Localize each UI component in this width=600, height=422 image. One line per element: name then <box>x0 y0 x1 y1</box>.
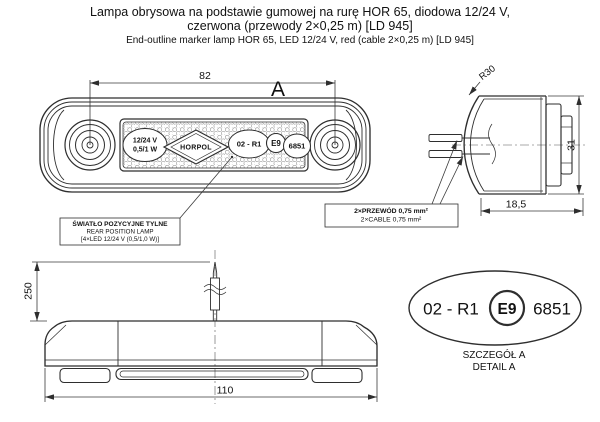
title-line-2-pl: czerwona (przewody 2×0,25 m) [LD 945] <box>187 19 413 34</box>
lens-bar <box>116 369 308 380</box>
cable-top <box>429 135 462 142</box>
side-view <box>325 63 586 227</box>
dim-82-label: 82 <box>199 70 211 82</box>
dim-r30-leader <box>469 82 480 95</box>
lens-bar-inner <box>120 371 304 377</box>
callout-line-1: ŚWIATŁO POZYCYJNE TYLNE <box>72 221 168 228</box>
rubber-layer-arc <box>54 110 65 180</box>
foot-left <box>60 369 110 383</box>
title-line-1-pl: Lampa obrysowa na podstawie gumowej na rurę HOR 65, diodowa 12/24 V, <box>90 5 510 19</box>
callout-line-2: REAR POSITION LAMP <box>86 228 154 236</box>
cable-callout-line-2: 2×CABLE 0,75 mm² <box>360 216 422 224</box>
marking-power: 0,5/1 W <box>132 146 158 154</box>
title-line-3-en: End-outline marker lamp HOR 65, LED 12/24 V, red (cable 2×0,25 m) [LD 945] <box>126 34 474 46</box>
front-view <box>40 70 370 245</box>
cable-callout <box>325 204 458 227</box>
detail-e-mark: E9 <box>497 301 517 318</box>
marking-voltage: 12/24 V <box>132 137 158 145</box>
dim-250-label: 250 <box>22 282 35 300</box>
detail-caption-en: DETAIL A <box>472 362 516 373</box>
marking-oval-voltage <box>123 129 167 162</box>
body-outline <box>45 321 377 366</box>
dim-110-label: 110 <box>216 384 234 397</box>
dim-31-label: 31 <box>565 139 578 151</box>
brand-label: HORPOL <box>180 144 212 152</box>
foot-right <box>312 369 362 383</box>
cable-bottom <box>429 151 462 158</box>
dim-r30-label: R30 <box>477 63 498 83</box>
approval-number: 6851 <box>288 141 306 151</box>
callout-line-3: [4×LED 12/24 V (0,5/1,0 W)] <box>81 236 159 243</box>
detail-approval-number: 6851 <box>533 299 571 319</box>
detail-caption-pl: SZCZEGÓŁ A <box>462 350 526 361</box>
approval-code: 02 - R1 <box>236 139 262 149</box>
rear-position-lamp-callout <box>60 218 180 245</box>
top-down-view <box>23 250 378 404</box>
cable-leader <box>440 157 463 205</box>
chamfer-line <box>45 325 66 345</box>
rubber-layer-arc <box>346 110 357 180</box>
detail-a-marker: A <box>270 78 286 101</box>
dim-18-5-label: 18,5 <box>505 198 527 211</box>
detail-a <box>409 271 581 373</box>
e-mark: E9 <box>271 139 281 148</box>
cable-callout-line-1: 2×PRZEWÓD 0,75 mm² <box>354 208 428 215</box>
break-squiggle <box>489 124 496 164</box>
detail-approval-code: 02 - R1 <box>423 299 479 319</box>
